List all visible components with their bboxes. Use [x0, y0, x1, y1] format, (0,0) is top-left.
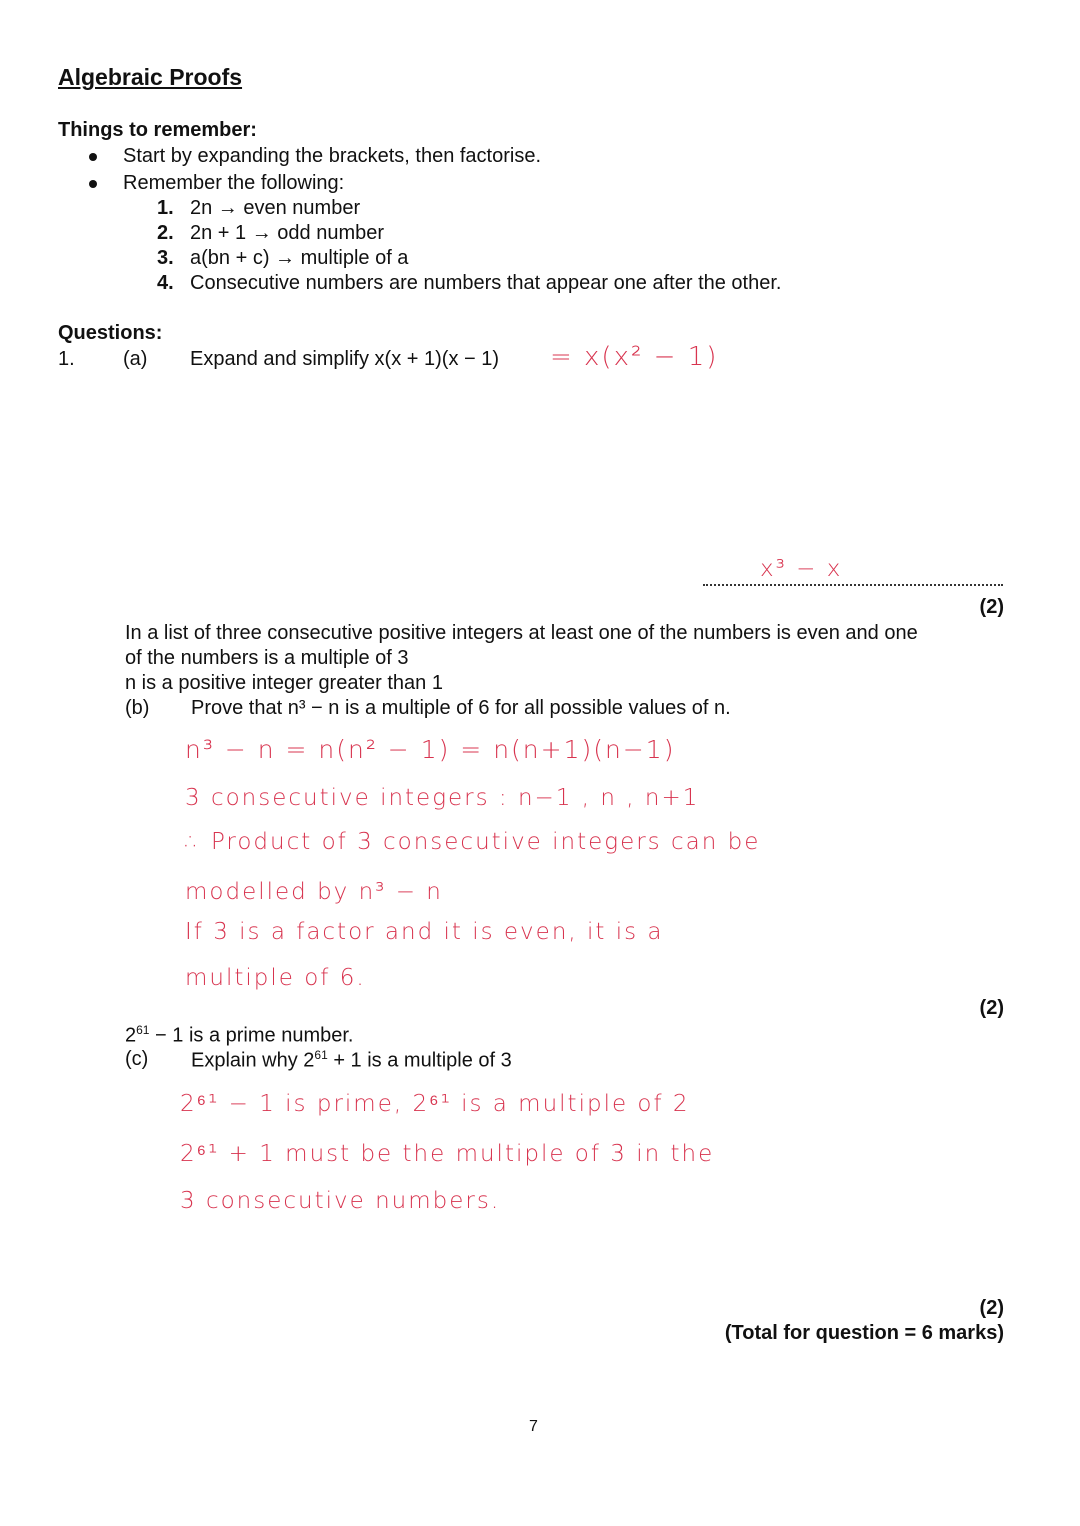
page-title: Algebraic Proofs	[58, 64, 243, 90]
list-item: a(bn + c) → multiple of a	[190, 247, 409, 269]
list-number: 2.	[157, 222, 174, 244]
list-item: 2n → even number	[190, 197, 361, 219]
part-c-working: 3 consecutive numbers.	[180, 1188, 501, 1214]
exponent: 61	[136, 1023, 150, 1037]
part-c-intro	[125, 1023, 353, 1048]
remember-heading: Things to remember:	[58, 119, 257, 141]
part-c-marks: (2)	[979, 1297, 1004, 1319]
base: 2	[125, 1024, 137, 1047]
part-b-working: multiple of 6.	[185, 965, 366, 991]
part-a-label: (a)	[123, 348, 148, 370]
bullet-icon	[89, 153, 97, 161]
part-b-marks: (2)	[979, 997, 1004, 1019]
page-number: 7	[529, 1418, 538, 1435]
intro-text: of the numbers is a multiple of 3	[125, 647, 409, 669]
total-marks: (Total for question = 6 marks)	[724, 1322, 1004, 1344]
list-item: Consecutive numbers are numbers that appear one after the other.	[190, 272, 782, 294]
part-b-working: n³ − n = n(n² − 1) = n(n+1)(n−1)	[185, 735, 676, 764]
part-c-working: 2⁶¹ − 1 is prime, 2⁶¹ is a multiple of 2	[180, 1091, 690, 1117]
exponent: 61	[314, 1048, 328, 1062]
list-number: 4.	[157, 272, 174, 294]
part-b-question: Prove that n³ − n is a multiple of 6 for all possible values of n.	[191, 697, 731, 719]
part-b-working: 3 consecutive integers : n−1 , n , n+1	[185, 785, 700, 811]
part-a-answer: x³ − x	[760, 556, 843, 582]
rest: − 1 is a prime number.	[149, 1024, 354, 1047]
answer-line	[703, 584, 1003, 586]
bullet-icon	[89, 180, 97, 188]
list-number: 3.	[157, 247, 174, 269]
list-item: 2n + 1 → odd number	[190, 222, 385, 244]
part-b-working: modelled by n³ − n	[185, 879, 443, 905]
list-number: 1.	[157, 197, 174, 219]
part-c-label: (c)	[125, 1048, 149, 1070]
remember-bullet: Start by expanding the brackets, then factorise.	[123, 145, 542, 167]
part-a-question: Expand and simplify x(x + 1)(x − 1)	[190, 348, 500, 370]
part-c-question	[191, 1048, 512, 1073]
remember-bullet: Remember the following:	[123, 172, 345, 194]
questions-heading: Questions:	[58, 322, 163, 344]
part-b-working: If 3 is a factor and it is even, it is a	[185, 919, 664, 945]
pre: Explain why 2	[191, 1049, 315, 1072]
intro-text: In a list of three consecutive positive integers at least one of the numbers is even and one	[125, 622, 918, 644]
intro-text: n is a positive integer greater than 1	[125, 672, 443, 694]
part-c-working: 2⁶¹ + 1 must be the multiple of 3 in the	[180, 1141, 715, 1167]
question-number: 1.	[58, 348, 75, 370]
part-a-working: = x(x² − 1)	[550, 342, 719, 372]
part-a-marks: (2)	[979, 596, 1004, 618]
part-b-working: ∴ Product of 3 consecutive integers can be	[185, 829, 761, 855]
part-b-label: (b)	[125, 697, 150, 719]
post: + 1 is a multiple of 3	[327, 1049, 512, 1072]
